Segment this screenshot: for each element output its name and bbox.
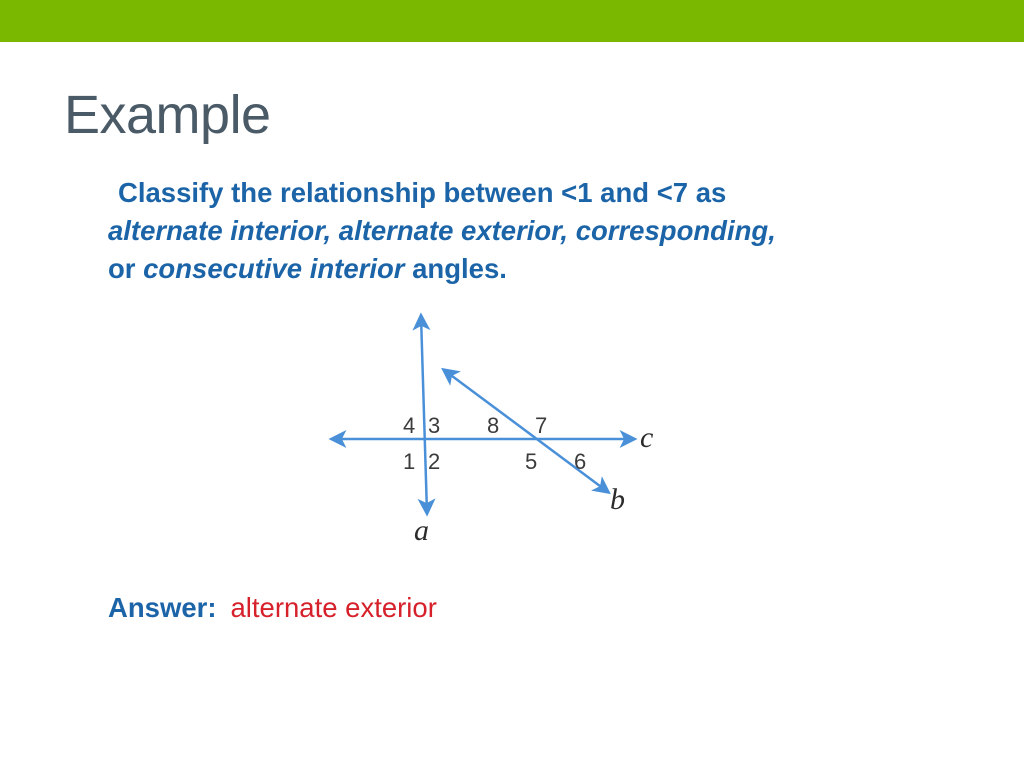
top-accent-bar bbox=[0, 0, 1024, 42]
angle-label-8: 8 bbox=[487, 413, 500, 438]
transversal-diagram bbox=[320, 300, 700, 560]
angle-label-4: 4 bbox=[403, 413, 416, 438]
question-text bbox=[108, 174, 968, 288]
angle-label-2: 2 bbox=[428, 449, 441, 474]
slide-title: Example bbox=[64, 85, 271, 145]
angle-label-6: 6 bbox=[574, 449, 587, 474]
question-part2: or bbox=[108, 253, 136, 284]
answer-line bbox=[108, 590, 437, 626]
line-label-c: c bbox=[640, 421, 654, 454]
question-part3: angles. bbox=[412, 253, 507, 284]
answer-value: alternate exterior bbox=[230, 592, 437, 623]
question-italic-terms: alternate interior, alternate exterior, corresponding, bbox=[108, 215, 776, 246]
line-label-b: b bbox=[610, 483, 625, 516]
question-italic-term-2: consecutive interior bbox=[143, 253, 405, 284]
angle-label-7: 7 bbox=[535, 413, 548, 438]
angle-label-5: 5 bbox=[525, 449, 538, 474]
question-part1: Classify the relationship between <1 and <7 as bbox=[118, 177, 727, 208]
angle-label-1: 1 bbox=[403, 449, 416, 474]
angle-label-3: 3 bbox=[428, 413, 441, 438]
answer-label: Answer: bbox=[108, 592, 217, 623]
line-a bbox=[421, 316, 427, 513]
line-label-a: a bbox=[414, 514, 429, 547]
